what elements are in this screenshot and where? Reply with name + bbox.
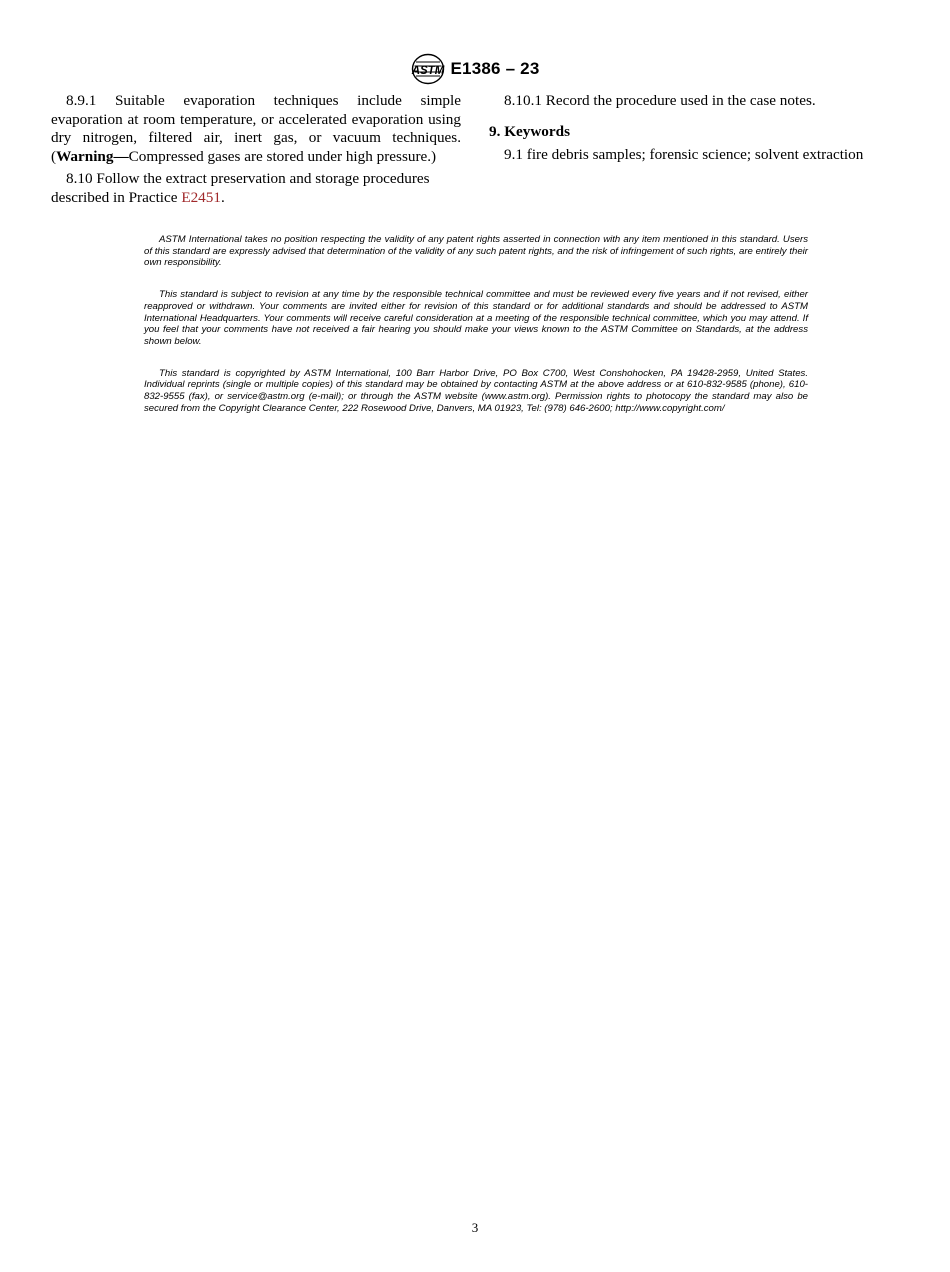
section-heading-keywords: 9. Keywords — [489, 122, 570, 140]
astm-logo-text: ASTM — [411, 65, 444, 77]
astm-logo-icon — [411, 53, 445, 85]
paragraph-text: Record the procedure used in the case notes. — [541, 92, 816, 109]
paragraph-text: fire debris samples; forensic science; solvent extraction — [522, 146, 864, 164]
paragraph-number: 9.1 — [504, 146, 523, 164]
paragraph-number: 8.10 — [66, 170, 93, 188]
page-number: 3 — [471, 1220, 479, 1235]
paragraph-end: . — [220, 188, 225, 206]
paragraph-8-9-1 — [51, 92, 461, 166]
paragraph-number: 8.9.1 — [66, 92, 97, 109]
warning-label: Warning— — [56, 147, 129, 165]
paragraph-text: Suitable evaporation techniques include simple evaporation at room temperature, or accelerated evaporation using dry nitrogen, filtered air, inert gas, or vacuum techniques. ( — [51, 92, 461, 165]
paragraph-text: Follow the extract preservation and storage procedures described in Practice — [51, 170, 430, 206]
reference-link-e2451[interactable]: E2451 — [181, 188, 221, 206]
patent-notice: ASTM International takes no position respecting the validity of any patent rights asserted in connection with any item mentioned in this standard. Users of this standard are expressly advised that determination of the validity of any such patent rights, and the risk of infringement of such rights, are entirely their own responsibility. — [144, 234, 808, 269]
paragraph-8-10-1 — [489, 92, 901, 111]
paragraph-9-1 — [489, 146, 901, 165]
revision-notice: This standard is subject to revision at any time by the responsible technical committee and must be reviewed every five years and if not revised, either reapproved or withdrawn. Your comments are invited either for revision of this standard or for additional standards and should be addressed to ASTM International Headquarters. Your comments will receive careful consideration at a meeting of the responsible technical committee, which you may attend. If you feel that your comments have not received a fair hearing you should make your views known to the ASTM Committee on Standards, at the address shown below. — [144, 289, 808, 347]
page-header — [0, 52, 950, 86]
left-column — [51, 92, 461, 212]
right-column — [489, 92, 901, 169]
paragraph-8-10 — [51, 170, 461, 207]
document-designation: E1386 – 23 — [450, 59, 540, 78]
copyright-notice: This standard is copyrighted by ASTM International, 100 Barr Harbor Drive, PO Box C700, West Conshohocken, PA 19428-2959, United States. Individual reprints (single or multiple copies) of this standard may be obtained by contacting ASTM at the above address or at 610-832-9585 (phone), 610-832-9555 (fax), or service@astm.org (e-mail); or through the ASTM website (www.astm.org). Permission rights to photocopy the standard may also be secured from the Copyright Clearance Center, 222 Rosewood Drive, Danvers, MA 01923, Tel: (978) 646-2600; http://www.copyright.com/ — [144, 367, 808, 414]
paragraph-number: 8.10.1 — [504, 92, 542, 109]
legal-notices — [144, 234, 808, 434]
warning-text: Compressed gases are stored under high pressure.) — [128, 147, 437, 165]
header-inner — [411, 53, 540, 85]
